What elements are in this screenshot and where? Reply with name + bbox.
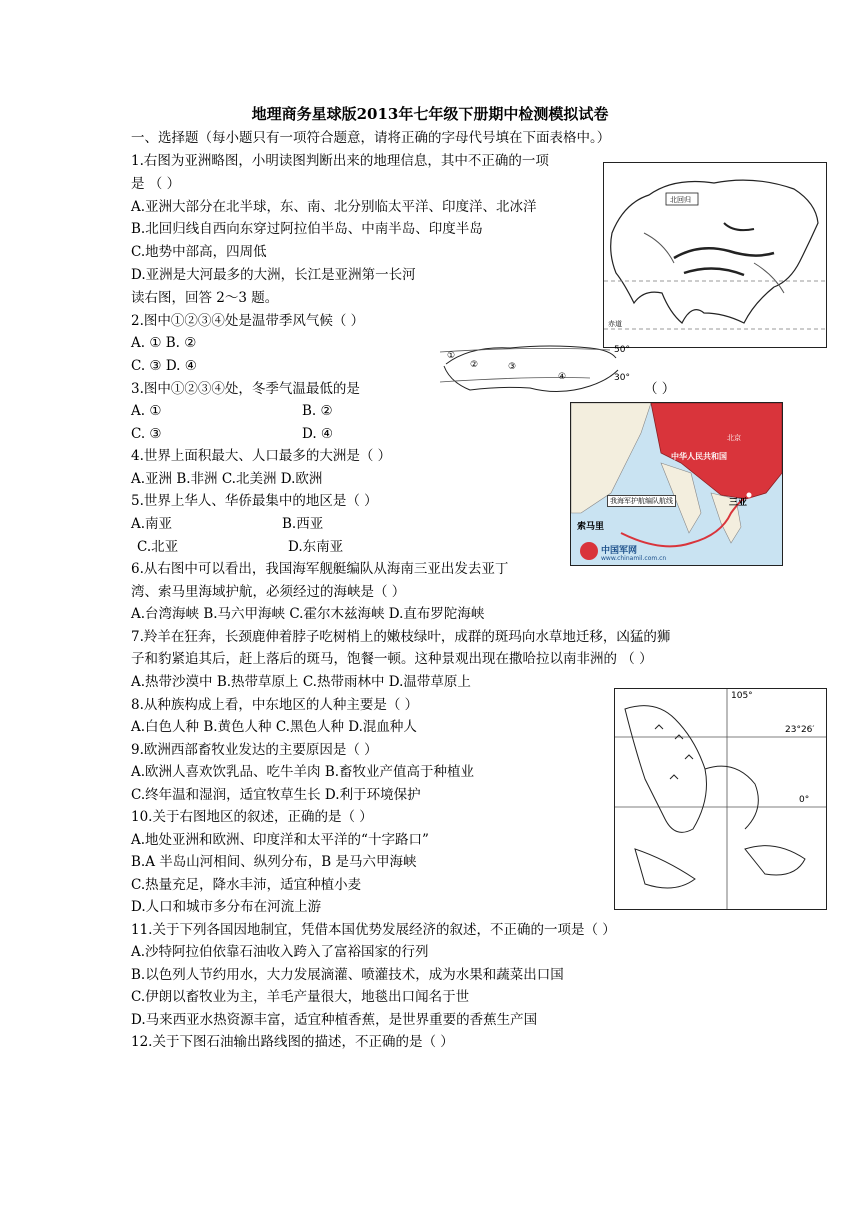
mountain-range-1 [674, 248, 774, 258]
q11-option-b: B.以色列人节约用水，大力发展滴灌、喷灌技术，成为水果和蔬菜出口国 [131, 967, 564, 983]
q2-options-ab: A. ① B. ② [131, 335, 197, 351]
q3-option-c: C. ③ [131, 426, 162, 442]
section-heading: 一、选择题（每小题只有一项符合题意，请将正确的字母代号填在下面表格中。） [131, 130, 611, 146]
equator-label: 0° [799, 795, 810, 805]
eurasia-sketch-svg [440, 336, 632, 400]
q5-option-b: B.西亚 [282, 516, 324, 532]
q11-option-c: C.伊朗以畜牧业为主，羊毛产量很大，地毯出口闻名于世 [131, 989, 470, 1005]
q10-stem: 10.关于右图地区的叙述，正确的是（ ） [131, 809, 373, 825]
q10-option-b: B.A 半岛山河相间、纵列分布，B 是马六甲海峡 [131, 854, 417, 870]
lon-105-label: 105° [731, 691, 753, 701]
eurasia-sketch-figure [440, 336, 632, 400]
q2-options-cd: C. ③ D. ④ [131, 358, 197, 374]
q1-option-b: B.北回归线自西向东穿过阿拉伯半岛、中南半岛、印度半岛 [131, 221, 483, 237]
somalia-label: 索马里 [577, 522, 605, 532]
q6-stem: 6.从右图中可以看出，我国海军舰艇编队从海南三亚出发去亚丁 [131, 561, 509, 577]
q1-stem: 1.右图为亚洲略图，小明读图判断出来的地理信息，其中不正确的一项 [131, 153, 549, 169]
q3-stem: 3.图中①②③④处，冬季气温最低的是 [131, 381, 360, 397]
navy-route-map [570, 402, 783, 566]
island-outline [635, 849, 695, 888]
q9-options-cd: C.终年温和湿润，适宜牧草生长 D.利于环境保护 [131, 787, 421, 803]
q10-option-a: A.地处亚洲和欧洲、印度洋和太平洋的“十字路口” [131, 832, 429, 848]
river-1 [644, 233, 674, 263]
peninsula-outline [625, 706, 707, 833]
fig1-label-1: 北回归 [670, 196, 691, 204]
lat-50-line [440, 348, 610, 352]
q3-option-a: A. ① [131, 403, 162, 419]
asia-map-svg [604, 163, 826, 347]
q5-option-a: A.南亚 [131, 516, 173, 532]
q1-stem-2: 是 （ ） [131, 176, 181, 192]
fig1-label-2: 赤道 [608, 320, 622, 328]
q5-option-c: C.北亚 [137, 539, 179, 555]
navy-route-svg [571, 403, 782, 565]
q1-option-a: A.亚洲大部分在北半球，东、南、北分别临太平洋、印度洋、北冰洋 [131, 199, 537, 215]
q7-stem: 7.羚羊在狂奔，长颈鹿伸着脖子吃树梢上的嫩枝绿叶，成群的斑玛向水草地迁移，凶猛的狮 [131, 629, 671, 645]
asia-outline [611, 180, 818, 323]
mountain-range-2 [684, 268, 744, 275]
q6-stem-2: 湾、索马里海域护航，必须经过的海峡是（ ） [131, 584, 406, 600]
q2-stem: 2.图中①②③④处是温带季风气候（ ） [131, 313, 365, 329]
lat-30-line [440, 378, 590, 383]
china-label: 中华人民共和国 [671, 452, 727, 461]
q3-bracket: （ ） [644, 381, 676, 397]
se-asia-map [614, 688, 827, 910]
lat-50-label: 50° [614, 345, 630, 355]
q1-option-d: D.亚洲是大河最多的大洲，长江是亚洲第一长河 [131, 267, 416, 283]
beijing-label: 北京 [727, 434, 741, 442]
q6-options: A.台湾海峡 B.马六甲海峡 C.霍尔木兹海峡 D.直布罗陀海峡 [131, 606, 485, 622]
asia-map-figure [603, 162, 827, 348]
sanya-label: 三亚 [729, 498, 748, 508]
q8-options: A.白色人种 B.黄色人种 C.黑色人种 D.混血种人 [131, 719, 417, 735]
q11-option-d: D.马来西亚水热资源丰富，适宜种植香蕉，是世界重要的香蕉生产国 [131, 1012, 538, 1028]
q4-stem: 4.世界上面积最大、人口最多的大洲是（ ） [131, 448, 392, 464]
q3-option-b: B. ② [302, 403, 333, 419]
q1-option-c: C.地势中部高，四周低 [131, 244, 267, 260]
logo-emblem [580, 542, 598, 560]
marker-3: ③ [508, 362, 517, 372]
q4-options: A.亚洲 B.非洲 C.北美洲 D.欧洲 [131, 471, 323, 487]
marker-1: ① [447, 351, 456, 361]
q11-stem: 11.关于下列各国因地制宜，凭借本国优势发展经济的叙述，不正确的一项是（ ） [131, 922, 616, 938]
route-label: 我海军护航编队航线 [607, 495, 676, 507]
q8-stem: 8.从种族构成上看，中东地区的人种主要是（ ） [131, 697, 419, 713]
se-asia-svg [615, 689, 826, 909]
q12-stem: 12.关于下图石油输出路线图的描述，不正确的是（ ） [131, 1034, 454, 1050]
river-2 [754, 263, 784, 293]
q11-option-a: A.沙特阿拉伯依靠石油收入跨入了富裕国家的行列 [131, 944, 429, 960]
q5-option-d: D.东南亚 [288, 539, 344, 555]
q7-stem-2: 子和豹紧追其后，赶上落后的斑马，饱餐一顿。这种景观出现在撒哈拉以南非洲的 （ ） [131, 651, 653, 667]
q5-stem: 5.世界上华人、华侨最集中的地区是（ ） [131, 493, 378, 509]
lat-30-label: 30° [614, 373, 630, 383]
marker-2: ② [470, 360, 479, 370]
marker-4: ④ [558, 372, 567, 382]
island-outline-2 [745, 846, 805, 875]
logo-text: 中国军网 [601, 546, 638, 556]
logo-url: www.chinamil.com.cn [601, 555, 667, 562]
q9-stem: 9.欧洲西部畜牧业发达的主要原因是（ ） [131, 742, 378, 758]
q9-options-ab: A.欧洲人喜欢饮乳品、吃牛羊肉 B.畜牧业产值高于种植业 [131, 764, 475, 780]
mountain-range-3 [724, 223, 754, 230]
q3-option-d: D. ④ [302, 426, 334, 442]
indochina-outline [705, 766, 758, 829]
q7-options: A.热带沙漠中 B.热带草原上 C.热带雨林中 D.温带草原上 [131, 674, 471, 690]
q10-option-d: D.人口和城市多分布在河流上游 [131, 899, 322, 915]
q2-3-intro: 读右图，回答 2～3 题。 [131, 290, 279, 306]
tropic-label: 23°26′ [785, 725, 815, 735]
page-title: 地理商务星球版2013年七年级下册期中检测模拟试卷 [251, 105, 609, 123]
q10-option-c: C.热量充足，降水丰沛，适宜种植小麦 [131, 877, 362, 893]
